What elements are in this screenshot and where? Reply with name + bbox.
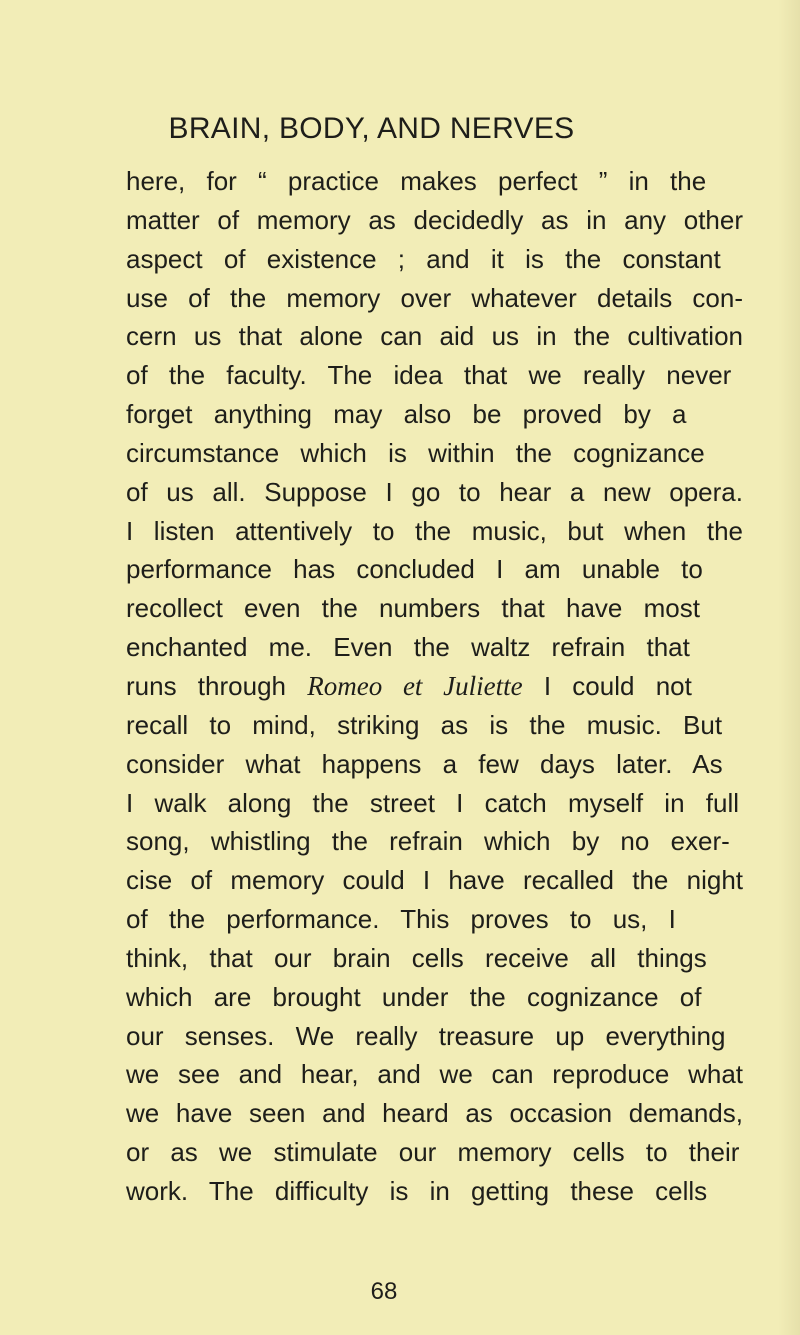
- text-line: recollect even the numbers that have most: [126, 593, 700, 624]
- text-line: which are brought under the cognizance of: [126, 981, 702, 1012]
- text-line: forget anything may also be proved by a: [126, 399, 687, 430]
- running-head: BRAIN, BODY, AND NERVES: [168, 112, 575, 145]
- text-run: runs through: [126, 670, 308, 701]
- body-text: [126, 162, 743, 1211]
- text-line: circumstance which is within the cognizance: [126, 437, 705, 468]
- text-line: performance has concluded I am unable to: [126, 554, 703, 585]
- italic-title: Romeo et Juliette: [307, 670, 523, 701]
- text-line: I walk along the street I catch myself in full: [126, 787, 739, 818]
- text-line: our senses. We really treasure up everything: [126, 1020, 726, 1051]
- text-line: use of the memory over whatever details con-: [126, 282, 743, 313]
- text-line: enchanted me. Even the waltz refrain that: [126, 632, 690, 663]
- text-line: consider what happens a few days later. As: [126, 748, 723, 779]
- text-line: [126, 667, 743, 706]
- text-line: I listen attentively to the music, but when the: [126, 515, 743, 546]
- text-line: of the faculty. The idea that we really never: [126, 360, 732, 391]
- page-edge-shadow: [778, 0, 800, 1335]
- text-line: aspect of existence ; and it is the constant: [126, 243, 721, 274]
- text-line: of the performance. This proves to us, I: [126, 904, 676, 935]
- text-line: think, that our brain cells receive all things: [126, 942, 707, 973]
- text-line: recall to mind, striking as is the music. But: [126, 709, 723, 740]
- text-line: we see and hear, and we can reproduce what: [126, 1059, 743, 1090]
- text-run: I could not: [522, 670, 692, 701]
- text-line: or as we stimulate our memory cells to their: [126, 1137, 740, 1168]
- text-line: song, whistling the refrain which by no exer-: [126, 826, 730, 857]
- text-line: matter of memory as decidedly as in any other: [126, 204, 743, 235]
- text-line: cern us that alone can aid us in the cultivation: [126, 321, 743, 352]
- text-line: cise of memory could I have recalled the night: [126, 865, 743, 896]
- text-line: we have seen and heard as occasion demands,: [126, 1098, 743, 1129]
- text-line: here, for “ practice makes perfect ” in the: [126, 166, 707, 196]
- page-number: 68: [370, 1278, 398, 1305]
- text-line: of us all. Suppose I go to hear a new opera.: [126, 476, 743, 507]
- text-line: work. The difficulty is in getting these cells: [126, 1175, 708, 1206]
